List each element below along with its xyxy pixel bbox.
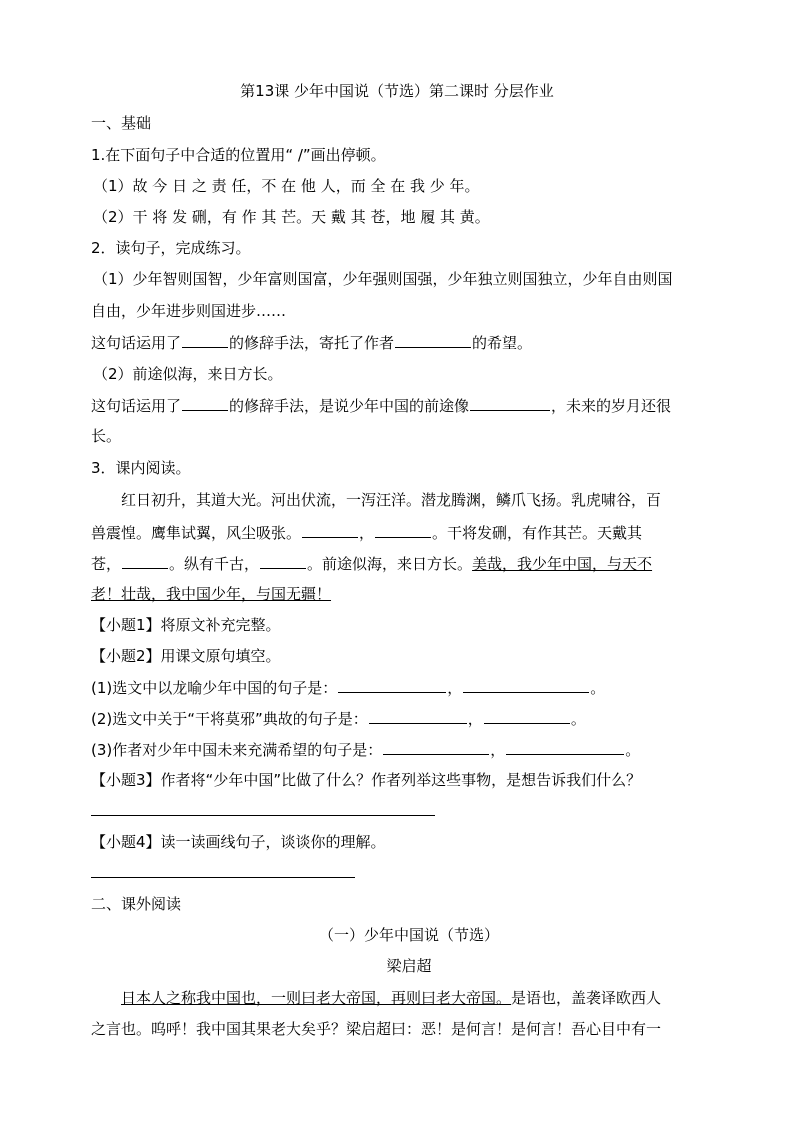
q3-stem: 3．课内阅读。 [91,459,191,477]
q2-part2-continuation: 长。 [91,427,122,445]
answer-blank[interactable] [182,332,228,348]
text: 的修辞手法，寄托了作者 [229,334,395,352]
answer-blank[interactable] [369,708,467,724]
subquestion-2-item3 [91,739,706,760]
q2-part1-question [91,332,706,353]
q2-part2-sentence: （2）前途似海，来日方长。 [93,365,283,383]
text: 。 [570,710,586,728]
text: ， [447,679,463,697]
text: ， [467,710,483,728]
q1-sentence-1: （1）故 今 日 之 责 任，不 在 他 人，而 全 在 我 少 年。 [93,177,480,195]
subquestion-2: 【小题2】用课文原句填空。 [91,647,281,665]
text: 。前途似海，来日方长。 [307,555,473,573]
answer-blank[interactable] [182,395,228,411]
text: 。纵有千古， [169,555,260,573]
answer-blank[interactable] [470,395,550,411]
q3-passage-line2 [91,522,706,543]
reading-subtitle: （一）少年中国说（节选） [318,926,499,944]
answer-blank[interactable] [260,553,306,569]
q3-passage-line4 [91,584,706,604]
section-heading-basics: 一、基础 [91,114,152,132]
q2-stem: 2．读句子，完成练习。 [91,239,251,257]
reading-line2: 之言也。呜呼！我中国其果老大矣乎？梁启超曰：恶！是何言！是何言！吾心目中有一 [91,1020,662,1038]
text: 。 [590,679,606,697]
text: (2)选文中关于“干将莫邪”典故的句子是： [91,710,368,728]
text: ， [490,741,506,759]
answer-blank[interactable] [506,739,624,755]
reading-line1 [91,988,706,1008]
text: 的修辞手法，是说少年中国的前途像 [229,397,470,415]
answer-blank[interactable] [375,522,431,538]
text: 。 [625,741,641,759]
subquestion-2-item2 [91,708,706,729]
answer-blank[interactable] [484,708,570,724]
text: 。干将发硎，有作其芒。天戴其 [432,524,643,542]
underlined-sentence: 美哉，我少年中国，与天不 [472,555,653,573]
subquestion-4: 【小题4】读一读画线句子，谈谈你的理解。 [91,833,386,851]
answer-line[interactable] [91,815,435,816]
text: 苍， [91,555,122,573]
answer-blank[interactable] [395,332,471,348]
q3-passage-line1: 红日初升，其道大光。河出伏流，一泻汪洋。潜龙腾渊，鳞爪飞扬。乳虎啸谷，百 [121,491,662,509]
underlined-sentence: 日本人之称我中国也，一则曰老大帝国，再则曰老大帝国。 [121,989,512,1007]
subquestion-2-item1 [91,677,706,698]
text: 这句话运用了 [91,397,182,415]
text: ， [359,524,375,542]
q2-part2-question [91,395,706,416]
text: 是语也，盖袭译欧西人 [511,989,662,1007]
q2-part1-line1: （1）少年智则国智，少年富则国富，少年强则国强，少年独立则国独立，少年自由则国 [93,270,673,288]
text: 这句话运用了 [91,334,182,352]
reading-author: 梁启超 [386,957,432,975]
text: (1)选文中以龙喻少年中国的句子是： [91,679,338,697]
answer-line[interactable] [91,877,355,878]
text: (3)作者对少年中国未来充满希望的句子是： [91,741,383,759]
answer-blank[interactable] [302,522,358,538]
page-title: 第13课 少年中国说（节选）第二课时 分层作业 [240,82,554,100]
underlined-sentence: 老！壮哉，我中国少年，与国无疆！ [91,585,332,603]
subquestion-1: 【小题1】将原文补充完整。 [91,616,281,634]
q3-passage-line3 [91,553,706,574]
q2-part1-line2: 自由，少年进步则国进步…… [91,302,287,320]
text: 兽震惶。鹰隼试翼，风尘吸张。 [91,524,302,542]
text: 的希望。 [472,334,533,352]
answer-blank[interactable] [122,553,168,569]
subquestion-3: 【小题3】作者将“少年中国”比做了什么？作者列举这些事物，是想告诉我们什么？ [91,771,642,789]
text: ，未来的岁月还很 [551,397,672,415]
answer-blank[interactable] [463,677,589,693]
q1-sentence-2: （2）干 将 发 硎，有 作 其 芒。天 戴 其 苍，地 履 其 黄。 [93,208,490,226]
answer-blank[interactable] [338,677,446,693]
section-heading-extra-reading: 二、课外阅读 [91,895,182,913]
answer-blank[interactable] [383,739,489,755]
q1-stem: 1.在下面句子中合适的位置用“ /”画出停顿。 [91,146,386,164]
